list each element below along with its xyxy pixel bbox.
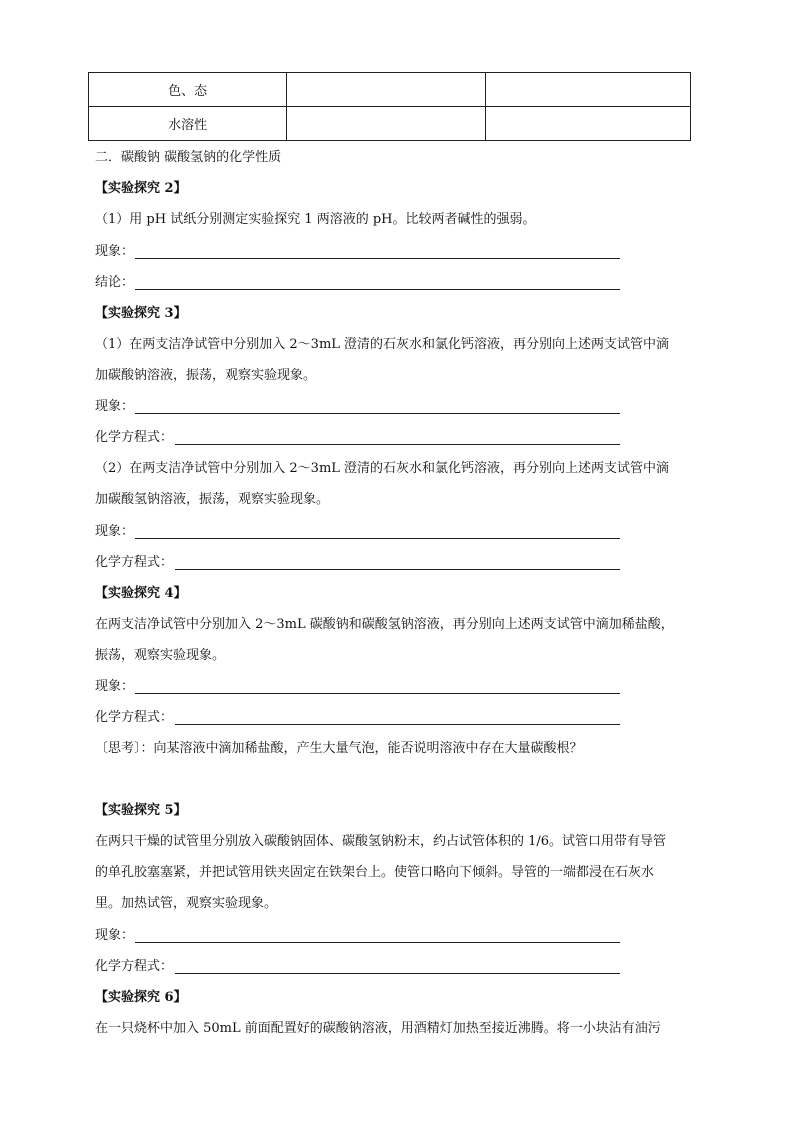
exp6-title: 【实验探究 6】 xyxy=(95,990,187,1005)
equation-label: 化学方程式： xyxy=(95,555,174,570)
equation-label: 化学方程式： xyxy=(95,710,174,725)
exp5-equation-line[interactable] xyxy=(95,958,620,976)
phenomenon-label: 现象： xyxy=(95,679,135,694)
exp3-q1-line2: 加碳酸钠溶液，振荡，观察实验现象。 xyxy=(95,368,317,383)
conclusion-label: 结论： xyxy=(95,275,135,290)
answer-blank[interactable] xyxy=(135,413,620,414)
exp4-equation-line[interactable] xyxy=(95,709,620,727)
answer-blank[interactable] xyxy=(135,693,620,694)
row-label-color-state: 色、态 xyxy=(89,73,287,107)
exp3-title: 【实验探究 3】 xyxy=(95,306,187,321)
exp3-q1-line1: （1）在两支洁净试管中分别加入 2～3mL 澄清的石灰水和氯化钙溶液，再分别向上述两支试管中滴 xyxy=(95,337,670,352)
phenomenon-label: 现象： xyxy=(95,244,135,259)
answer-blank[interactable] xyxy=(175,724,620,725)
answer-blank[interactable] xyxy=(135,289,620,290)
answer-blank[interactable] xyxy=(175,973,620,974)
answer-blank[interactable] xyxy=(175,444,620,445)
exp3-phenomenon1-line[interactable] xyxy=(95,398,620,416)
exp5-line2: 的单孔胶塞塞紧，并把试管用铁夹固定在铁架台上。使管口略向下倾斜。导管的一端都浸在石灰水 xyxy=(95,865,655,880)
table-row xyxy=(89,107,691,141)
answer-blank[interactable] xyxy=(135,538,620,539)
exp3-equation1-line[interactable] xyxy=(95,429,620,447)
answer-cell[interactable] xyxy=(485,73,690,107)
answer-blank[interactable] xyxy=(135,258,620,259)
exp5-title: 【实验探究 5】 xyxy=(95,803,187,818)
exp4-line2: 振荡，观察实验现象。 xyxy=(95,648,226,663)
exp2-title: 【实验探究 2】 xyxy=(95,181,187,196)
exp4-line1: 在两支洁净试管中分别加入 2～3mL 碳酸钠和碳酸氢钠溶液，再分别向上述两支试管中滴加稀盐酸， xyxy=(95,617,674,632)
exp4-phenomenon-line[interactable] xyxy=(95,678,620,696)
exp5-line3: 里。加热试管，观察实验现象。 xyxy=(95,896,278,911)
exp4-title: 【实验探究 4】 xyxy=(95,586,187,601)
row-label-solubility: 水溶性 xyxy=(89,107,287,141)
exp5-line1: 在两只干燥的试管里分别放入碳酸钠固体、碳酸氢钠粉末，约占试管体积的 1/6。试管口用带有导管 xyxy=(95,834,667,849)
answer-blank[interactable] xyxy=(175,569,620,570)
exp3-phenomenon2-line[interactable] xyxy=(95,523,620,541)
phenomenon-label: 现象： xyxy=(95,524,135,539)
equation-label: 化学方程式： xyxy=(95,959,174,974)
exp3-equation2-line[interactable] xyxy=(95,554,620,572)
properties-table xyxy=(88,72,691,141)
exp6-line1: 在一只烧杯中加入 50mL 前面配置好的碳酸钠溶液，用酒精灯加热至接近沸腾。将一小块沾有油污 xyxy=(95,1021,661,1036)
answer-cell[interactable] xyxy=(287,107,485,141)
answer-blank[interactable] xyxy=(135,942,620,943)
exp2-phenomenon-line[interactable] xyxy=(95,243,620,261)
exp3-q2-line2: 加碳酸氢钠溶液，振荡，观察实验现象。 xyxy=(95,492,330,507)
phenomenon-label: 现象： xyxy=(95,928,135,943)
section-heading: 二．碳酸钠 碳酸氢钠的化学性质 xyxy=(95,150,282,165)
answer-cell[interactable] xyxy=(485,107,690,141)
phenomenon-label: 现象： xyxy=(95,399,135,414)
exp2-question: （1）用 pH 试纸分别测定实验探究 1 两溶液的 pH。比较两者碱性的强弱。 xyxy=(95,212,536,227)
exp5-phenomenon-line[interactable] xyxy=(95,927,620,945)
exp3-q2-line1: （2）在两支洁净试管中分别加入 2～3mL 澄清的石灰水和氯化钙溶液，再分别向上述两支试管中滴 xyxy=(95,461,670,476)
exp2-conclusion-line[interactable] xyxy=(95,274,620,292)
exp4-think: 〔思考〕：向某溶液中滴加稀盐酸，产生大量气泡，能否说明溶液中存在大量碳酸根？ xyxy=(95,741,583,756)
answer-cell[interactable] xyxy=(287,73,485,107)
table-row xyxy=(89,73,691,107)
equation-label: 化学方程式： xyxy=(95,430,174,445)
